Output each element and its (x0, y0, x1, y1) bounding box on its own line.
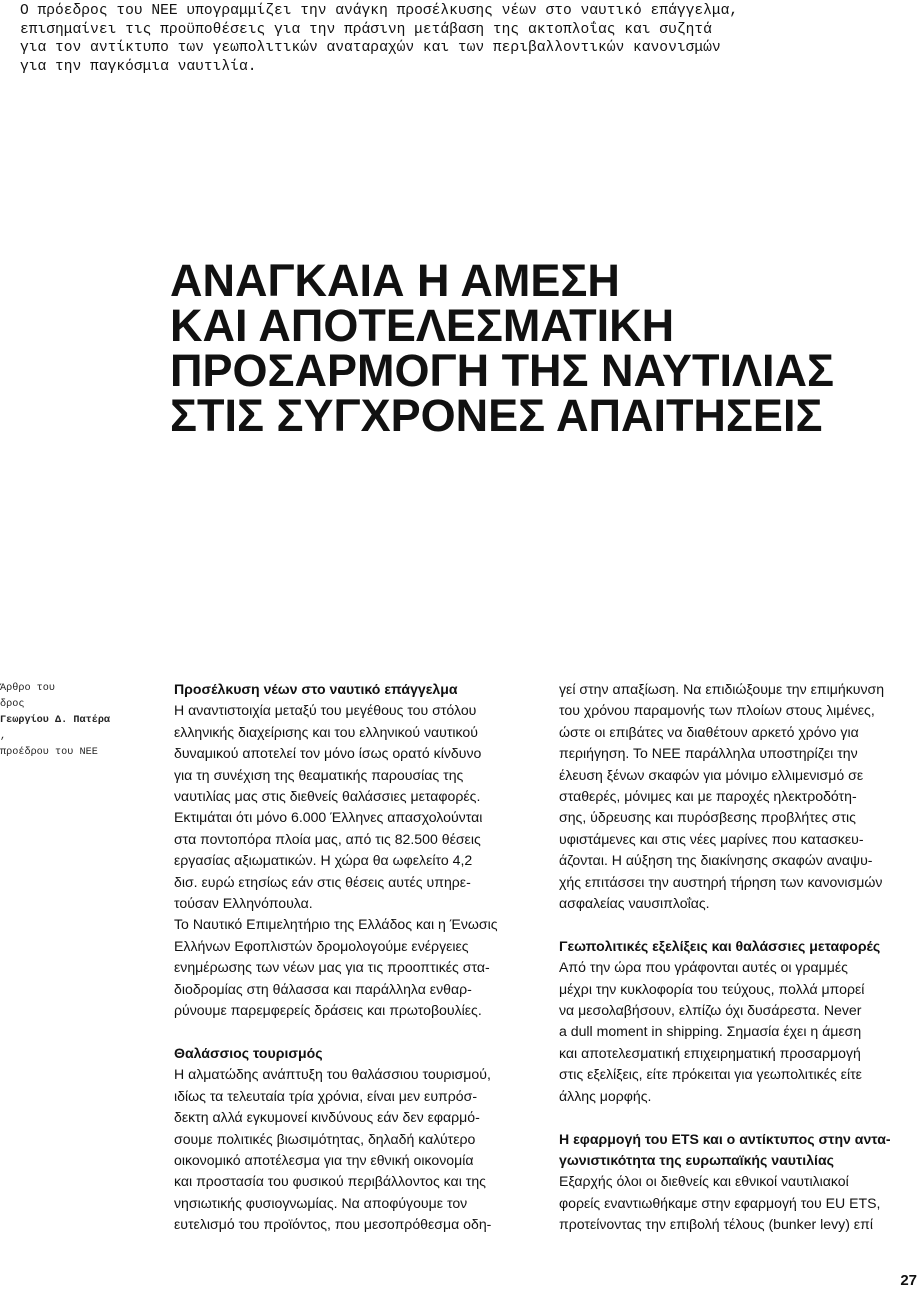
text-line: και αποτελεσματική επιχειρηματική προσαρμογή (559, 1044, 861, 1061)
text-line: νησιωτικής φυσιογνωμίας. Να αποφύγουμε τον (174, 1194, 468, 1211)
text-line: εργασίας αξιωματικών. Η χώρα θα ωφελείτο 4,2 (174, 852, 473, 869)
text-line: για τη συνέχιση της θεαματικής παρουσίας της (174, 766, 464, 783)
page-number: 27 (900, 1272, 917, 1289)
text-line: στα ποντοπόρα πλοία μας, από τις 82.500 θέσεις (174, 830, 481, 847)
text-line: φορείς εναντιωθήκαμε στην εφαρμογή του EU ETS, (559, 1194, 881, 1211)
text-line: ώστε οι επιβάτες να διαθέτουν αρκετό χρόνο για (559, 723, 859, 740)
text-line: του χρόνου παραμονής των πλοίων στους λιμένες, (559, 702, 875, 719)
byline (0, 681, 170, 761)
text-line: διοδρομίας στη θάλασσα και παράλληλα ενθαρ- (174, 980, 472, 997)
text-line: ρύνουμε παρεμφερείς δράσεις και πρωτοβουλίες. (174, 1002, 482, 1019)
text-line: στις εξελίξεις, είτε πρόκειται για γεωπολιτικές είτε (559, 1066, 862, 1083)
text-line: δυναμικού αποτελεί τον μόνο ίσως ορατό κίνδυνο (174, 745, 482, 762)
paragraph-gap (559, 914, 923, 935)
text-line: να μεσολαβήσουν, ελπίζω όχι δυσάρεστα. Never (559, 1002, 862, 1019)
paragraph-gap (559, 1107, 923, 1128)
text-line: άλλης μορφής. (559, 1087, 652, 1104)
text-line: περιήγηση. Το ΝΕΕ παράλληλα υποστηρίζει την (559, 745, 858, 762)
headline-line: ΣΤΙΣ ΣΥΓΧΡΟΝΕΣ ΑΠΑΙΤΗΣΕΙΣ (170, 390, 823, 441)
text-line: και προστασία του φυσικού περιβάλλοντος και της (174, 1173, 486, 1190)
text-line: Εκτιμάται ότι μόνο 6.000 Έλληνες απασχολούνται (174, 809, 483, 826)
section-heading: Η εφαρμογή του ETS και ο αντίκτυπος στην αντα- (559, 1130, 891, 1147)
text-line: οικονομικό αποτέλεσμα για την εθνική οικονομία (174, 1151, 474, 1168)
text-line: Εξαρχής όλοι οι διεθνείς και εθνικοί ναυτιλιακοί (559, 1173, 849, 1190)
text-line: Από την ώρα που γράφονται αυτές οι γραμμές (559, 959, 848, 976)
byline-author-line (0, 697, 170, 745)
text-line: άζονται. Η αύξηση της διακίνησης σκαφών αναψυ- (559, 852, 873, 869)
text-line: ευτελισμό του προϊόντος, που μεσοπρόθεσμα οδη- (174, 1216, 492, 1233)
headline-line: ΚΑΙ ΑΠΟΤΕΛΕΣΜΑΤΙΚΗ (170, 300, 675, 351)
byline-author: Γεωργίου Δ. Πατέρα (0, 715, 111, 726)
paragraph-gap (174, 1022, 543, 1043)
byline-suffix: , (0, 731, 7, 742)
text-line: σουμε πολιτικές βιωσιμότητας, δηλαδή καλύτερο (174, 1130, 476, 1147)
text-line: έλευση ξένων σκαφών για μόνιμο ελλιμενισμό σε (559, 766, 864, 783)
text-line: υφιστάμενες και στις νέες μαρίνες που κατασκευ- (559, 830, 864, 847)
text-line: δισ. ευρώ ετησίως εάν στις θέσεις αυτές υπηρε- (174, 873, 471, 890)
byline-prefix: δρος (0, 699, 25, 710)
text-line: Η αλματώδης ανάπτυξη του θαλάσσιου τουρισμού, (174, 1066, 491, 1083)
text-line: προτείνοντας την επιβολή τέλους (bunker levy) επί (559, 1216, 873, 1233)
text-line: Το Ναυτικό Επιμελητήριο της Ελλάδος και η Ένωσις (174, 916, 498, 933)
text-line: χής επιτάσσει την αυστηρή τήρηση των κανονισμών (559, 873, 883, 890)
text-line: a dull moment in shipping. Σημασία έχει η άμεση (559, 1023, 862, 1040)
text-line: Ελλήνων Εφοπλιστών δρομολογούμε ενέργειες (174, 937, 469, 954)
text-line: ιδίως τα τελευταία τρία χρόνια, είναι μεν ευπρόσ- (174, 1087, 478, 1104)
text-line: ασφαλείας ναυσιπλοΐας. (559, 895, 710, 912)
section-heading: γωνιστικότητα της ευρωπαϊκής ναυτιλίας (559, 1151, 834, 1168)
section-heading: Προσέλκυση νέων στο ναυτικό επάγγελμα (174, 681, 458, 697)
article-headline (170, 255, 923, 441)
text-line: ενημέρωσης των νέων μας για τις προοπτικές στα- (174, 959, 490, 976)
text-line: σης, ύδρευσης και πυρόσβεσης προβλήτες στις (559, 809, 856, 826)
headline-line: ΠΡΟΣΑΡΜΟΓΗ ΤΗΣ ΝΑΥΤΙΛΙΑΣ (170, 345, 834, 396)
lede-line: για την παγκόσμια ναυτιλία. (20, 58, 257, 75)
lede-line: επισημαίνει τις προϋποθέσεις για την πράσινη μετάβαση της ακτοπλοΐας και συζητά (20, 21, 712, 38)
text-line: τούσαν Ελληνόπουλα. (174, 895, 313, 912)
headline-line: ΑΝΑΓΚΑΙΑ Η ΑΜΕΣΗ (170, 255, 620, 306)
text-line: ναυτιλίας μας στις διεθνείς θαλάσσιες μεταφορές. (174, 788, 481, 805)
byline-role: προέδρου του ΝΕΕ (0, 747, 98, 758)
text-line: ελληνικής διαχείρισης και του ελληνικού ναυτικού (174, 723, 478, 740)
section-heading: Θαλάσσιος τουρισμός (174, 1044, 323, 1061)
text-line: Η αναντιστοιχία μεταξύ του μεγέθους του στόλου (174, 702, 477, 719)
article-column-2 (559, 679, 923, 1236)
lede-line: για τον αντίκτυπο των γεωπολιτικών αναταραχών και των περιβαλλοντικών κανονισμών (20, 40, 721, 56)
text-line: γεί στην απαξίωση. Να επιδιώξουμε την επιμήκυνση (559, 681, 885, 697)
text-line: σταθερές, μόνιμες και με παροχές ηλεκτροδότη- (559, 788, 857, 805)
text-line: μέχρι την κυκλοφορία του τεύχους, πολλά μπορεί (559, 980, 865, 997)
lede-line: Ο πρόεδρος του ΝΕΕ υπογραμμίζει την ανάγκη προσέλκυσης νέων στο ναυτικό επάγγελμα, (20, 3, 739, 19)
text-line: δεκτη αλλά εγκυμονεί κινδύνους εάν δεν εφαρμό- (174, 1109, 480, 1126)
lede (20, 2, 920, 76)
byline-intro: Άρθρο του (0, 683, 56, 694)
article-column-1 (174, 679, 543, 1236)
section-heading: Γεωπολιτικές εξελίξεις και θαλάσσιες μεταφορές (559, 937, 881, 954)
